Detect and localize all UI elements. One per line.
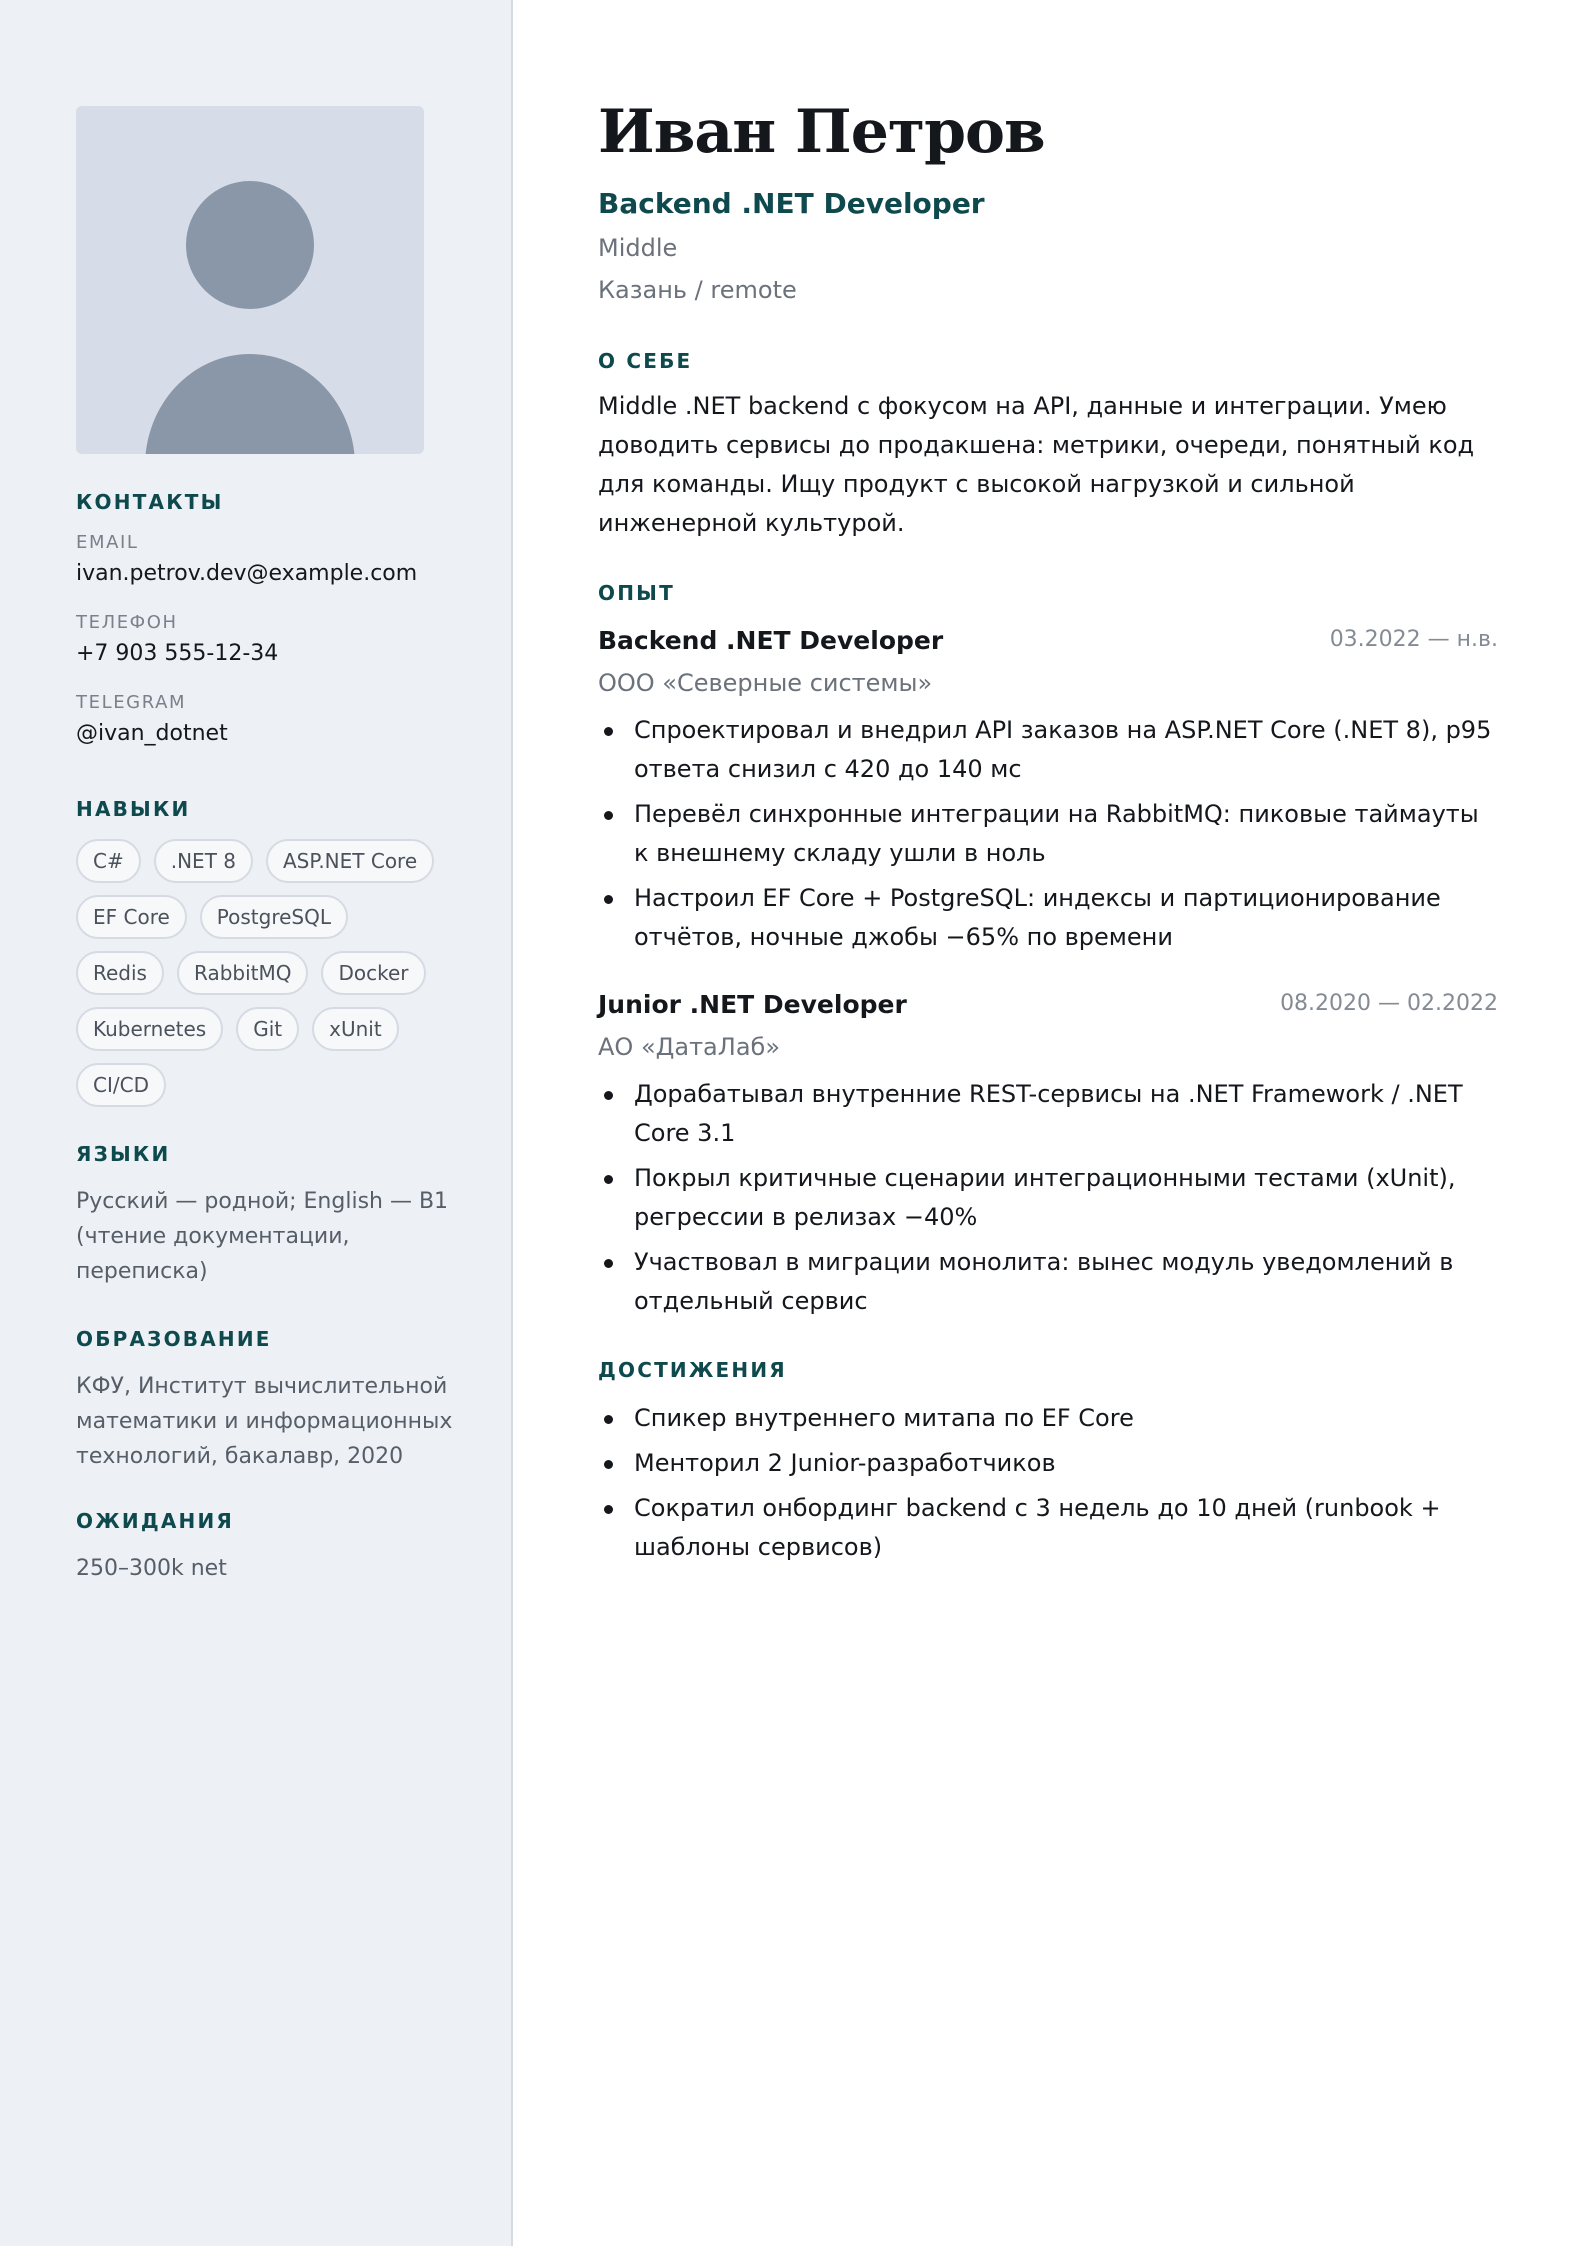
job-title: Junior .NET Developer (598, 990, 907, 1019)
languages-text: Русский — родной; English — B1 (чтение документации, переписка) (76, 1189, 449, 1284)
job-dates: 03.2022 — н.в. (1329, 627, 1498, 652)
skill-chip: xUnit (312, 1007, 399, 1051)
telegram-link[interactable]: @ivan_dotnet (76, 721, 228, 746)
job-bullet: Дорабатывал внутренние REST-сервисы на .NET Framework / .NET Core 3.1 (598, 1075, 1498, 1153)
achievements-heading: ДОСТИЖЕНИЯ (598, 1358, 787, 1382)
contact-email (76, 532, 456, 588)
expectations-heading: ОЖИДАНИЯ (76, 1509, 234, 1533)
education-text: КФУ, Институт вычислительной математики и информационных технологий, бакалавр, 2020 (76, 1374, 453, 1469)
contact-label: TELEGRAM (76, 692, 187, 713)
skill-chip: RabbitMQ (177, 951, 309, 995)
candidate-level: Middle (598, 234, 678, 262)
skill-chip: EF Core (76, 895, 187, 939)
job-company: ООО «Северные системы» (598, 669, 933, 697)
job-bullets (598, 1075, 1498, 1321)
skill-chip: ASP.NET Core (266, 839, 434, 883)
contacts-heading: КОНТАКТЫ (76, 490, 224, 514)
expectations-text: 250–300k net (76, 1556, 227, 1581)
job-title: Backend .NET Developer (598, 626, 944, 655)
job-entry (598, 623, 1498, 957)
candidate-name: Иван Петров (598, 97, 1045, 167)
sidebar (0, 0, 513, 2246)
skill-chip: C# (76, 839, 141, 883)
job-bullet: Спроектировал и внедрил API заказов на ASP.NET Core (.NET 8), p95 ответа снизил с 420 до 140 мс (598, 711, 1498, 789)
languages-section (76, 1142, 456, 1289)
skill-chip: Kubernetes (76, 1007, 223, 1051)
education-section (76, 1327, 456, 1474)
job-header (598, 623, 1498, 661)
about-heading: О СЕБЕ (598, 349, 693, 373)
expectations-section (76, 1509, 456, 1586)
contact-label: ТЕЛЕФОН (76, 612, 178, 633)
skill-chip: Docker (321, 951, 425, 995)
skill-chip: .NET 8 (154, 839, 253, 883)
job-bullet: Покрыл критичные сценарии интеграционными тестами (xUnit), регрессии в релизах −40% (598, 1159, 1498, 1237)
skill-chip: Redis (76, 951, 164, 995)
languages-heading: ЯЗЫКИ (76, 1142, 171, 1166)
skills-list (76, 839, 446, 1107)
skill-chip: CI/CD (76, 1063, 166, 1107)
person-placeholder-icon (76, 106, 424, 454)
job-bullet: Настроил EF Core + PostgreSQL: индексы и партиционирование отчётов, ночные джобы −65% по времени (598, 879, 1498, 957)
job-bullets (598, 711, 1498, 957)
achievement-item: Сократил онбординг backend с 3 недель до 10 дней (runbook + шаблоны сервисов) (598, 1489, 1498, 1567)
education-heading: ОБРАЗОВАНИЕ (76, 1327, 272, 1351)
contacts-section (76, 490, 456, 748)
skill-chip: Git (236, 1007, 299, 1051)
job-dates: 08.2020 — 02.2022 (1280, 991, 1498, 1016)
skills-heading: НАВЫКИ (76, 797, 191, 821)
job-header (598, 987, 1498, 1025)
contact-telegram (76, 692, 456, 748)
experience-heading: ОПЫТ (598, 581, 675, 605)
email-link[interactable]: ivan.petrov.dev@example.com (76, 561, 418, 586)
achievement-item: Спикер внутреннего митапа по EF Core (598, 1399, 1498, 1438)
phone-link[interactable]: +7 903 555-12-34 (76, 641, 279, 666)
skills-section (76, 797, 456, 1107)
job-bullet: Перевёл синхронные интеграции на RabbitMQ: пиковые таймауты к внешнему складу ушли в ноль (598, 795, 1498, 873)
candidate-role: Backend .NET Developer (598, 187, 985, 220)
about-text: Middle .NET backend с фокусом на API, данные и интеграции. Умею доводить сервисы до продакшена: метрики, очереди, понятный код для команды. Ищу продукт с высокой нагрузкой и сильной инженерной культурой. (598, 392, 1475, 537)
achievements-list (598, 1399, 1498, 1567)
job-company: АО «ДатаЛаб» (598, 1033, 781, 1061)
job-bullet: Участвовал в миграции монолита: вынес модуль уведомлений в отдельный сервис (598, 1243, 1498, 1321)
job-entry (598, 987, 1498, 1321)
achievement-item: Менторил 2 Junior-разработчиков (598, 1444, 1498, 1483)
skill-chip: PostgreSQL (200, 895, 348, 939)
avatar (76, 106, 424, 454)
contact-label: EMAIL (76, 532, 139, 553)
candidate-location: Казань / remote (598, 276, 797, 304)
contact-phone (76, 612, 456, 668)
